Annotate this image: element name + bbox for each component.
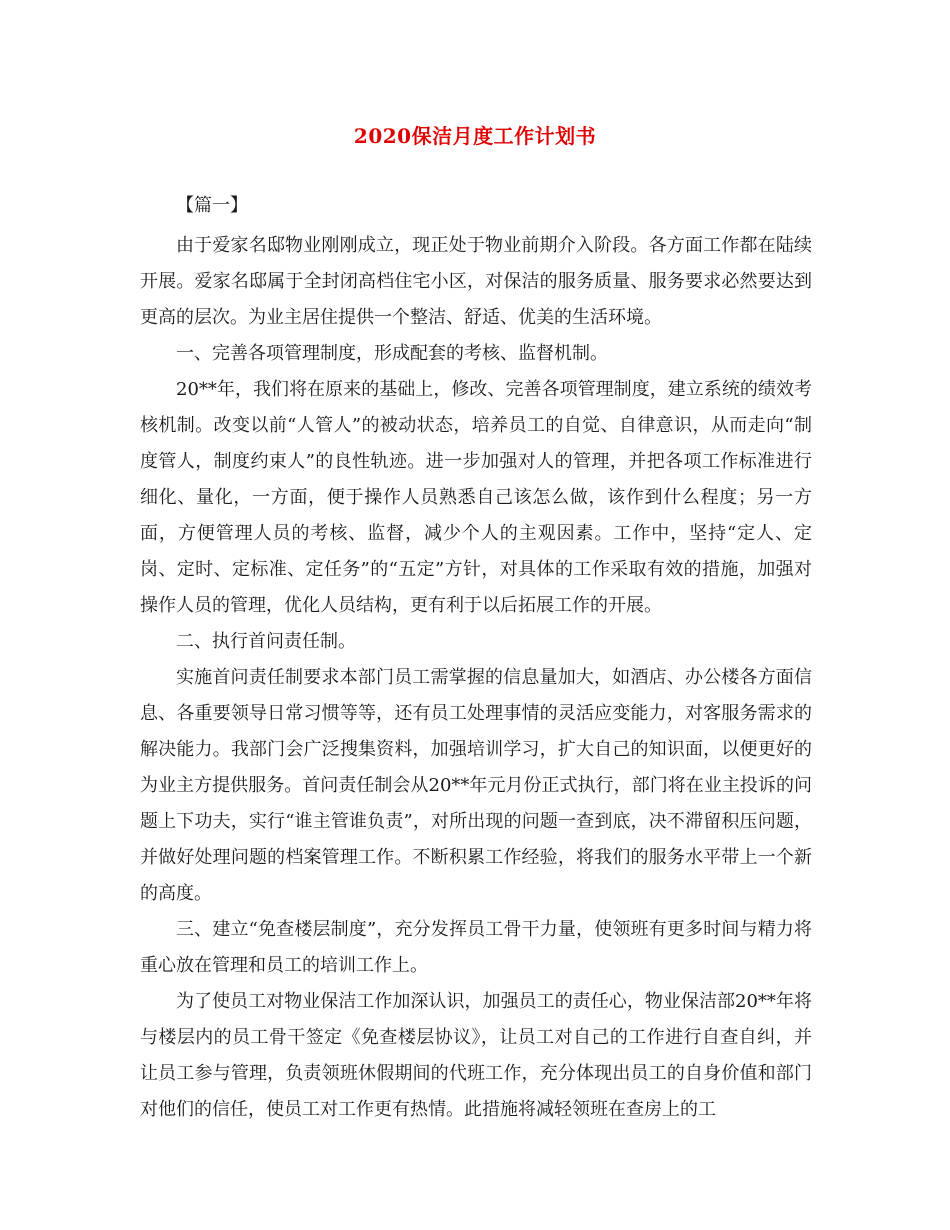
paragraph-point-3-detail: 为了使员工对物业保洁工作加深认识，加强员工的责任心，物业保洁部20**年将与楼层内的员工骨干签定《免查楼层协议》，让员工对自己的工作进行自查自纠，并让员工参与管理，负责领班休假期间的代班工作，充分体现出员工的自身价值和部门对他们的信任，使员工对工作更有热情。此措施将减轻领班在查房上的工 [140, 991, 812, 1120]
paragraph-intro: 由于爱家名邸物业刚刚成立，现正处于物业前期介入阶段。各方面工作都在陆续开展。爱家名邸属于全封闭高档住宅小区，对保洁的服务质量、服务要求必然要达到更高的层次。为业主居住提供一个整洁、舒适、优美的生活环境。 [140, 235, 812, 328]
paragraph-point-3: 三、建立“免查楼层制度”，充分发挥员工骨干力量，使领班有更多时间与精力将重心放在管理和员工的培训工作上。 [140, 919, 812, 976]
paragraph-point-2: 二、执行首问责任制。 [176, 631, 356, 652]
section-heading: 【篇一】 [176, 195, 248, 216]
paragraph-point-1: 一、完善各项管理制度，形成配套的考核、监督机制。 [176, 343, 608, 364]
document-body [140, 188, 812, 1128]
document-title: 2020保洁月度工作计划书 [353, 124, 597, 148]
paragraph-point-2-detail: 实施首问责任制要求本部门员工需掌握的信息量加大，如酒店、办公楼各方面信息、各重要领导日常习惯等等，还有员工处理事情的灵活应变能力，对客服务需求的解决能力。我部门会广泛搜集资料，加强培训学习，扩大自己的知识面，以便更好的为业主方提供服务。首问责任制会从20**年元月份正式执行，部门将在业主投诉的问题上下功夫，实行“谁主管谁负责”，对所出现的问题一查到底，决不滞留积压问题，并做好处理问题的档案管理工作。不断积累工作经验，将我们的服务水平带上一个新的高度。 [140, 667, 812, 904]
paragraph-point-1-detail: 20**年，我们将在原来的基础上，修改、完善各项管理制度，建立系统的绩效考核机制。改变以前“人管人”的被动状态，培养员工的自觉、自律意识，从而走向“制度管人，制度约束人”的良性轨迹。进一步加强对人的管理，并把各项工作标准进行细化、量化，一方面，便于操作人员熟悉自己该怎么做，该作到什么程度；另一方面，方便管理人员的考核、监督，减少个人的主观因素。工作中，坚持“定人、定岗、定时、定标准、定任务”的“五定”方针，对具体的工作采取有效的措施，加强对操作人员的管理，优化人员结构，更有利于以后拓展工作的开展。 [140, 379, 812, 616]
